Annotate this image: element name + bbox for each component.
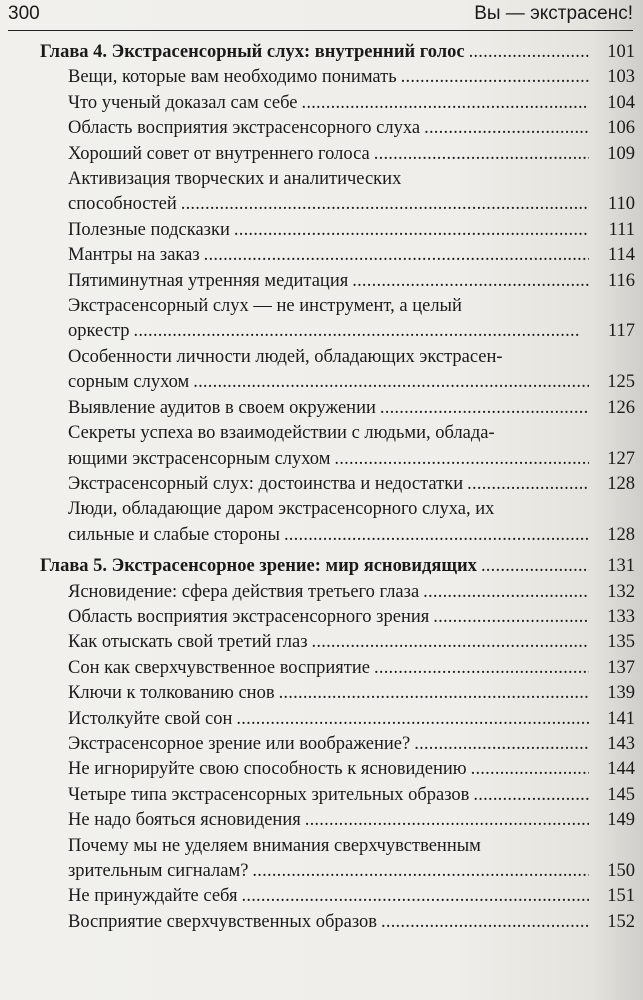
toc-entry-title: Выявление аудитов в своем окружении — [68, 397, 376, 418]
toc-entry-page: 106 — [607, 118, 635, 139]
toc-entry-page: 150 — [607, 861, 635, 881]
toc-entry-page: 101 — [607, 42, 635, 62]
toc-entry-title-line1: Почему мы не уделяем внимания сверхчувственным — [68, 835, 481, 856]
toc-entry-title: Ключи к толкованию снов — [68, 683, 275, 704]
dot-leader — [312, 630, 589, 655]
dot-leader — [236, 707, 589, 732]
toc-entry[interactable] — [0, 497, 643, 548]
toc-entry[interactable] — [0, 732, 643, 757]
toc-entry-page: 125 — [607, 372, 635, 393]
toc-entry[interactable] — [0, 757, 643, 782]
toc-entry-title: Не надо бояться ясновидения — [68, 810, 301, 831]
toc-entry-page: 110 — [607, 194, 635, 215]
dot-leader — [204, 243, 589, 268]
toc-entry-title: Полезные подсказки — [68, 219, 230, 240]
dot-leader — [469, 40, 589, 65]
toc-entry[interactable] — [0, 630, 643, 655]
dot-leader — [381, 910, 589, 935]
toc-entry-page: 137 — [607, 657, 635, 678]
toc-entry[interactable] — [0, 269, 643, 294]
dot-leader — [380, 396, 589, 421]
dot-leader — [234, 218, 589, 243]
dot-leader — [414, 732, 589, 757]
dot-leader — [133, 319, 589, 344]
toc-entry-page: 152 — [607, 911, 635, 932]
dot-leader — [352, 269, 589, 294]
dot-leader — [181, 192, 589, 217]
toc-entry-page: 114 — [607, 245, 635, 266]
toc-entry[interactable] — [0, 681, 643, 706]
toc-entry-page: 128 — [607, 473, 635, 494]
toc-entry-title: Восприятие сверхчувственных образов — [68, 911, 377, 932]
toc-entry[interactable] — [0, 396, 643, 421]
toc-entry[interactable] — [0, 243, 643, 268]
toc-entry[interactable] — [0, 808, 643, 833]
toc-entry[interactable] — [0, 783, 643, 808]
toc-entry-title: Сон как сверхчувственное восприятие — [68, 657, 370, 678]
toc-entry[interactable] — [0, 116, 643, 141]
toc-entry[interactable] — [0, 472, 643, 497]
toc-entry-page: 149 — [607, 810, 635, 831]
dot-leader — [284, 523, 589, 548]
toc-entry[interactable] — [0, 91, 643, 116]
toc-entry-page: 143 — [607, 733, 635, 754]
dot-leader — [401, 65, 589, 90]
dot-leader — [374, 656, 589, 681]
toc-entry[interactable] — [0, 142, 643, 167]
toc-entry-title: Вещи, которые вам необходимо понимать — [68, 67, 397, 88]
dot-leader — [471, 757, 589, 782]
toc-entry-page: 133 — [607, 606, 635, 627]
toc-entry-page: 131 — [607, 556, 635, 577]
toc-entry-title: Не принуждайте себя — [68, 886, 238, 907]
header-rule — [8, 30, 633, 31]
toc-entry-page: 116 — [607, 270, 635, 291]
toc-entry-title-line1: Секреты успеха во взаимодействии с людьми, облада- — [68, 423, 495, 444]
chapter-5 — [0, 554, 643, 935]
dot-leader — [305, 808, 589, 833]
toc-entry-page: 132 — [607, 581, 635, 602]
toc-entry-title-line2: способностей — [68, 194, 177, 215]
toc-entry-page: 128 — [607, 524, 635, 545]
chapter-heading[interactable] — [0, 554, 643, 579]
toc-entry-title: Не игнорируйте свою способность к ясновидению — [68, 759, 467, 780]
toc-entry-title-line2: ющими экстрасенсорным слухом — [68, 448, 331, 469]
dot-leader — [481, 554, 589, 579]
toc-entry-title: Экстрасенсорный слух: достоинства и недостатки — [68, 473, 464, 494]
toc-entry-page: 135 — [607, 632, 635, 653]
toc-entry[interactable] — [0, 910, 643, 935]
dot-leader — [473, 783, 589, 808]
toc-entry-page: 103 — [607, 67, 635, 88]
toc-entry-title: Пятиминутная утренняя медитация — [68, 270, 349, 291]
chapter-heading[interactable] — [0, 40, 643, 65]
dot-leader — [424, 116, 589, 141]
toc-entry[interactable] — [0, 707, 643, 732]
toc-entry-title: Четыре типа экстрасенсорных зрительных образов — [68, 784, 470, 805]
toc-entry-page: 104 — [607, 92, 635, 113]
chapter-4 — [0, 40, 643, 548]
toc-entry[interactable] — [0, 218, 643, 243]
toc-entry[interactable] — [0, 605, 643, 630]
toc-entry-title-line2: оркестр — [68, 321, 130, 342]
dot-leader — [374, 142, 589, 167]
toc-entry-page: 117 — [607, 321, 635, 342]
toc-entry-title: Мантры на заказ — [68, 245, 200, 266]
toc-entry[interactable] — [0, 65, 643, 90]
toc-entry[interactable] — [0, 345, 643, 396]
toc-entry[interactable] — [0, 884, 643, 909]
toc-entry-page: 126 — [607, 397, 635, 418]
toc-entry-title: Экстрасенсорное зрение или воображение? — [68, 733, 411, 754]
toc-entry-page: 144 — [607, 759, 635, 780]
dot-leader — [423, 580, 589, 605]
dot-leader — [279, 681, 589, 706]
toc-entry-title: Как отыскать свой третий глаз — [68, 632, 308, 653]
toc-entry-page: 145 — [607, 784, 635, 805]
toc-entry-title-line2: сильные и слабые стороны — [68, 524, 280, 545]
toc-entry-page: 111 — [608, 219, 635, 240]
running-title: Вы — экстрасенс! — [474, 3, 633, 24]
table-of-contents — [0, 40, 643, 941]
toc-entry-page: 141 — [607, 708, 635, 729]
dot-leader — [193, 370, 589, 395]
chapter-title: Глава 4. Экстрасенсорный слух: внутренний голос — [40, 42, 465, 62]
toc-entry-title-line1: Особенности личности людей, обладающих экстрасен- — [68, 346, 503, 367]
toc-entry-page: 139 — [607, 683, 635, 704]
toc-entry[interactable] — [0, 656, 643, 681]
toc-entry[interactable] — [0, 580, 643, 605]
toc-entry-title: Ясновидение: сфера действия третьего глаза — [68, 581, 420, 602]
dot-leader — [242, 884, 590, 909]
dot-leader — [252, 859, 589, 884]
page-header — [8, 0, 633, 30]
toc-entry[interactable] — [0, 294, 643, 345]
dot-leader — [302, 91, 590, 116]
toc-entry-title: Что ученый доказал сам себе — [68, 92, 298, 113]
toc-entry-title: Хороший совет от внутреннего голоса — [68, 143, 370, 164]
toc-entry[interactable] — [0, 834, 643, 885]
toc-entry-title-line1: Экстрасенсорный слух — не инструмент, а целый — [68, 296, 462, 317]
chapter-title: Глава 5. Экстрасенсорное зрение: мир ясновидящих — [40, 556, 477, 577]
page-number: 300 — [8, 3, 40, 24]
toc-entry-page: 127 — [607, 448, 635, 469]
toc-entry-title-line1: Люди, обладающие даром экстрасенсорного слуха, их — [68, 499, 495, 520]
toc-entry[interactable] — [0, 167, 643, 218]
toc-entry-title-line2: сорным слухом — [68, 372, 190, 393]
toc-entry[interactable] — [0, 421, 643, 472]
dot-leader — [467, 472, 589, 497]
toc-entry-title-line2: зрительным сигналам? — [68, 861, 249, 881]
toc-entry-title-line1: Активизация творческих и аналитических — [68, 169, 402, 190]
dot-leader — [334, 447, 589, 472]
toc-entry-title: Область восприятия экстрасенсорного слуха — [68, 118, 421, 139]
toc-entry-title: Область восприятия экстрасенсорного зрения — [68, 606, 430, 627]
dot-leader — [433, 605, 589, 630]
toc-entry-page: 109 — [607, 143, 635, 164]
toc-entry-title: Истолкуйте свой сон — [68, 708, 233, 729]
toc-entry-page: 151 — [607, 886, 635, 907]
